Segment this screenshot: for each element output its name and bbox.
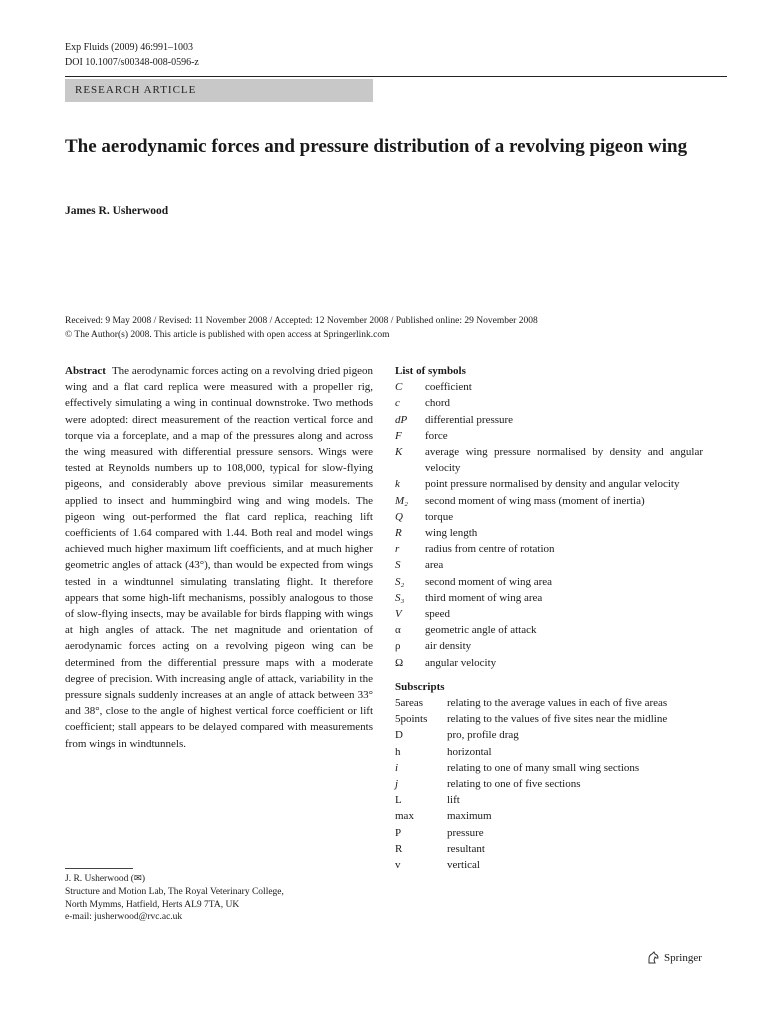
abstract-text: The aerodynamic forces acting on a revolving dried pigeon wing and a flat card replica were measured with a propeller rig, effectively simulating a wing in continual downstroke. Two methods were adopted: direct measurement of the reaction vertical force and torque via a forceplate, and a map of the pressures along and across the wing measured with differential pressure sensors. Wings were tested at Reynolds numbers up to 108,000, typical for slow-flying pigeons, and considerably above previous similar measurements applied to insect and hummingbird wing and wing models. The pigeon wing out-performed the flat card replica, reaching lift coefficients of 1.64 compared with 1.44. Both real and model wings achieved much higher maximum lift coefficients, and at much higher geometric angles of attack (43°), than would be expected from wings tested in a windtunnel simulating translating flight. It therefore appears that some high-lift mechanisms, possibly analogous to those of slow-flying insects, may be available for birds flapping with wings at high angles of attack. The net magnitude and orientation of aerodynamic forces acting on a revolving pigeon wing can be determined from the differential pressure maps with a moderate degree of precision. With increasing angle of attack, variability in the pressure signals suddenly increases at an angle of attack between 33° and 38°, close to the angle of highest vertical force coefficient or lift coefficient; stall appears to be delayed compared with measurements from wings in windtunnels.: [65, 365, 373, 750]
subscript-row: [395, 760, 703, 776]
subscript-row: [395, 825, 703, 841]
subscript-row: [395, 776, 703, 792]
doi: DOI 10.1007/s00348-008-0596-z: [65, 56, 199, 68]
subscripts-title: Subscripts: [395, 680, 445, 693]
subscript-row: [395, 695, 703, 711]
symbol-definition: average wing pressure normalised by density and angular velocity: [425, 446, 703, 475]
license-line: © The Author(s) 2008. This article is published with open access at Springerlink.com: [65, 329, 390, 340]
footnote-rule: [65, 868, 133, 869]
symbol-row: [395, 606, 703, 622]
subscript-definition: resultant: [447, 842, 485, 855]
symbol-definition: air density: [425, 640, 472, 653]
publisher-name: Springer: [664, 952, 702, 964]
affiliation-line: Structure and Motion Lab, The Royal Veterinary College,: [65, 886, 284, 897]
symbol-definition: torque: [425, 510, 454, 523]
article-title: The aerodynamic forces and pressure distribution of a revolving pigeon wing: [65, 136, 688, 157]
publication-dates: [65, 315, 538, 342]
subscript-row: [395, 727, 703, 743]
abstract-label: Abstract: [65, 365, 106, 377]
symbol: dP: [395, 413, 408, 426]
symbol: S: [395, 559, 401, 572]
author-affiliation: [65, 873, 284, 924]
publisher-logo: [646, 951, 702, 965]
symbol-row: [395, 655, 703, 671]
symbol: M₂: [395, 494, 408, 507]
subscript-key: i: [395, 761, 399, 774]
dates-history: Received: 9 May 2008 / Revised: 11 November 2008 / Accepted: 12 November 2008 / Published online: 29 November 2008: [65, 316, 538, 326]
symbol-row: [395, 444, 703, 476]
subscript-row: [395, 808, 703, 824]
subscript-definition: relating to one of many small wing sections: [447, 761, 640, 774]
subscript-definition: maximum: [447, 810, 492, 823]
symbol-definition: radius from centre of rotation: [425, 543, 555, 556]
symbol: F: [395, 429, 402, 442]
symbol-definition: point pressure normalised by density and angular velocity: [425, 478, 680, 491]
symbol-row: [395, 509, 703, 525]
subscript-key: v: [395, 859, 401, 872]
subscript-key: R: [395, 842, 403, 855]
symbol-definition: wing length: [425, 527, 478, 540]
subscript-definition: horizontal: [447, 745, 492, 758]
symbol-row: [395, 638, 703, 654]
subscript-row: [395, 744, 703, 760]
symbol: k: [395, 478, 400, 491]
subscript-key: h: [395, 745, 401, 758]
symbol-definition: chord: [425, 397, 451, 410]
subscript-definition: relating to the values of five sites near the midline: [447, 713, 668, 726]
symbol: α: [395, 624, 401, 637]
subscript-key: 5areas: [395, 697, 424, 710]
symbol-definition: area: [425, 559, 444, 572]
header-rule: [65, 76, 727, 77]
subscript-row: [395, 857, 703, 873]
symbol-definition: force: [425, 429, 448, 442]
affiliation-name: J. R. Usherwood (✉): [65, 874, 145, 884]
symbol-list: [395, 379, 703, 671]
subscript-key: P: [395, 826, 402, 839]
article-type-banner: RESEARCH ARTICLE: [65, 79, 373, 102]
symbol-row: [395, 622, 703, 638]
symbol-definition: second moment of wing area: [425, 575, 553, 588]
symbol-row: [395, 379, 703, 395]
symbol-row: [395, 525, 703, 541]
symbol-definition: third moment of wing area: [425, 591, 543, 604]
subscript-key: j: [395, 778, 399, 791]
subscript-definition: relating to the average values in each of five areas: [447, 697, 668, 710]
symbol: Ω: [395, 656, 404, 669]
symbol-definition: speed: [425, 608, 451, 621]
subscript-definition: pro, profile drag: [447, 729, 519, 742]
subscript-row: [395, 711, 703, 727]
symbol-row: [395, 590, 703, 606]
symbol-definition: coefficient: [425, 381, 472, 394]
symbol-row: [395, 493, 703, 509]
symbol: S₂: [395, 575, 405, 588]
symbol-definition: second moment of wing mass (moment of inertia): [425, 494, 645, 507]
symbol: ρ: [395, 640, 401, 653]
springer-horse-icon: [646, 951, 660, 965]
subscript-row: [395, 841, 703, 857]
symbol: V: [395, 608, 402, 621]
subscript-definition: vertical: [447, 859, 480, 872]
affiliation-line: North Mymms, Hatfield, Herts AL9 7TA, UK: [65, 899, 240, 910]
symbol-row: [395, 541, 703, 557]
journal-citation: Exp Fluids (2009) 46:991–1003: [65, 42, 194, 53]
symbol: C: [395, 381, 403, 394]
symbol-definition: geometric angle of attack: [425, 624, 537, 637]
symbol-row: [395, 412, 703, 428]
subscript-row: [395, 792, 703, 808]
symbol-row: [395, 395, 703, 411]
symbol: r: [395, 543, 400, 556]
symbol: K: [395, 446, 403, 459]
subscript-key: D: [395, 729, 403, 742]
author-name: James R. Usherwood: [65, 205, 169, 217]
symbol-row: [395, 557, 703, 573]
symbol-definition: angular velocity: [425, 656, 497, 669]
subscript-key: L: [395, 794, 402, 807]
subscript-definition: pressure: [447, 826, 484, 839]
subscript-key: max: [395, 810, 414, 823]
subscript-definition: relating to one of five sections: [447, 778, 581, 791]
subscript-list: [395, 695, 703, 873]
journal-citation-block: [65, 41, 199, 70]
symbols-column: [395, 363, 703, 873]
symbol-row: [395, 574, 703, 590]
subscript-definition: lift: [447, 794, 460, 807]
symbol: Q: [395, 510, 403, 523]
symbol: c: [395, 397, 400, 410]
symbol: R: [395, 527, 402, 540]
symbol: S₃: [395, 591, 405, 604]
symbol-row: [395, 428, 703, 444]
abstract: [65, 363, 373, 752]
symbol-row: [395, 476, 703, 492]
symbol-definition: differential pressure: [425, 413, 514, 426]
symbols-title: List of symbols: [395, 365, 466, 377]
affiliation-email: e-mail: jusherwood@rvc.ac.uk: [65, 912, 183, 923]
subscript-key: 5points: [395, 713, 428, 726]
